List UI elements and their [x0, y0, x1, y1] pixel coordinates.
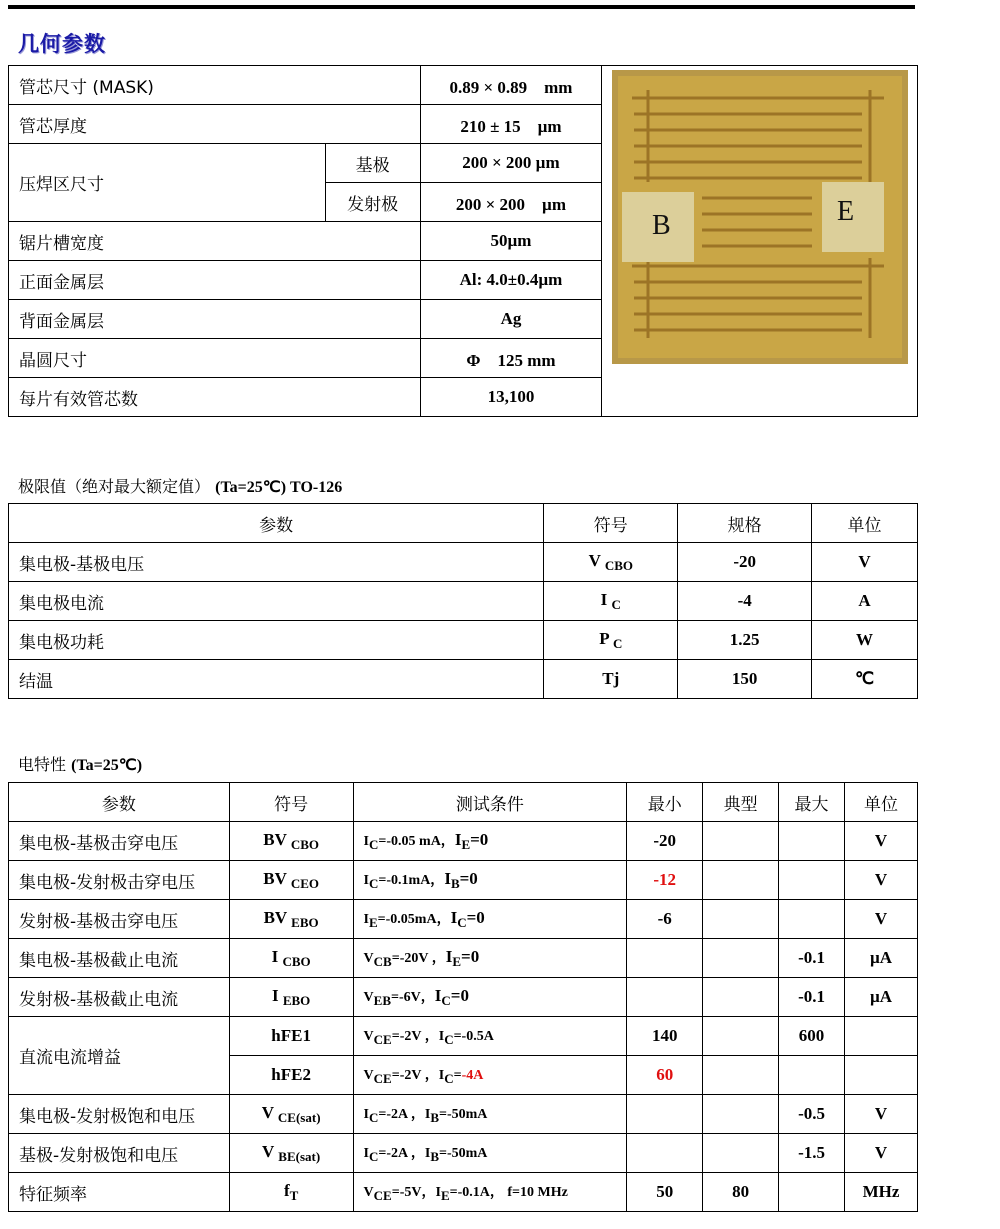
- param: 特征频率: [9, 1173, 230, 1212]
- cond-sub: E: [452, 953, 462, 969]
- header-param: 参数: [9, 783, 230, 822]
- typ-value: [703, 978, 779, 1017]
- unit: MHz: [845, 1173, 918, 1212]
- cond-var: V: [363, 950, 374, 966]
- die-photo: [612, 70, 908, 364]
- cond-sub: C: [369, 1109, 379, 1125]
- max-value: [779, 1173, 845, 1212]
- cond-value: =0: [459, 868, 478, 888]
- min-value: [627, 978, 703, 1017]
- cond-sub: C: [369, 875, 379, 891]
- cond-var: I: [450, 907, 458, 927]
- symbol-sub: BE(sat): [278, 1148, 321, 1164]
- pad-emitter-value: 200 × 200 µm: [420, 183, 602, 222]
- cond-sub: B: [430, 1109, 439, 1125]
- cond-var: I: [363, 1145, 369, 1161]
- cond-value: =0: [450, 985, 469, 1005]
- cond-value: =-2V ，: [391, 1028, 439, 1044]
- symbol-sub: CE(sat): [277, 1109, 321, 1125]
- symbol: [229, 978, 353, 1017]
- max-value: -1.5: [779, 1134, 845, 1173]
- symbol-sub: EBO: [291, 914, 319, 930]
- symbol-main: V: [261, 1102, 274, 1122]
- symbol-sub: CBO: [290, 836, 319, 852]
- cond-value: =-50mA: [439, 1106, 488, 1122]
- symbol-sub: T: [289, 1187, 299, 1203]
- cond-value: =-5V，: [391, 1184, 436, 1200]
- cond-sub: CE: [373, 1070, 392, 1086]
- min-value: 140: [627, 1017, 703, 1056]
- table-row: [9, 621, 918, 660]
- limit-spec: 150: [678, 660, 812, 699]
- param: 集电极-发射极饱和电压: [9, 1095, 230, 1134]
- limits-title-en: (Ta=25℃) TO-126: [215, 479, 343, 496]
- unit: V: [845, 1134, 918, 1173]
- test-condition: [353, 1173, 627, 1212]
- cond-var: I: [363, 833, 369, 849]
- test-condition: [353, 1095, 627, 1134]
- limit-param: 集电极-基极电压: [9, 543, 544, 582]
- typ-value: [703, 861, 779, 900]
- limit-unit: ℃: [812, 660, 918, 699]
- min-value: [627, 1095, 703, 1134]
- limit-param: 集电极功耗: [9, 621, 544, 660]
- pad-emitter-label: 发射极: [325, 183, 420, 222]
- symbol-main: BV: [263, 868, 287, 888]
- table-header-row: [9, 783, 918, 822]
- cond-value: =0: [466, 907, 485, 927]
- chip-size-value: 0.89 × 0.89 mm: [420, 66, 602, 105]
- unit: V: [845, 822, 918, 861]
- symbol-sub: CEO: [290, 875, 319, 891]
- limit-symbol: [544, 582, 678, 621]
- test-condition: [353, 900, 627, 939]
- param: 直流电流增益: [9, 1017, 230, 1095]
- min-value: -20: [627, 822, 703, 861]
- cond-var: I: [435, 1184, 441, 1200]
- min-value: 60: [627, 1056, 703, 1095]
- cond-var: I: [438, 1028, 445, 1044]
- electrical-title-cn: 电特性: [18, 755, 67, 774]
- cond-value: =-0.1mA，: [378, 872, 445, 888]
- test-condition: [353, 1134, 627, 1173]
- header-symbol: 符号: [544, 504, 678, 543]
- test-condition: [353, 822, 627, 861]
- limit-symbol: Tj: [544, 660, 678, 699]
- typ-value: [703, 1056, 779, 1095]
- cond-sub: EB: [373, 992, 392, 1008]
- chip-size-label: 管芯尺寸 (MASK): [9, 66, 421, 105]
- table-header-row: [9, 504, 918, 543]
- chip-thickness-label: 管芯厚度: [9, 105, 421, 144]
- limit-param: 结温: [9, 660, 544, 699]
- typ-value: 80: [703, 1173, 779, 1212]
- table-row: [9, 822, 918, 861]
- die-count-label: 每片有效管芯数: [9, 378, 421, 417]
- symbol-main: I: [271, 946, 279, 966]
- symbol-main: P: [599, 628, 609, 648]
- cond-var: I: [363, 872, 369, 888]
- cond-value: =-0.05 mA，: [378, 833, 455, 849]
- typ-value: [703, 1095, 779, 1134]
- symbol-main: f: [283, 1180, 290, 1200]
- table-row: [9, 1134, 918, 1173]
- header-condition: 测试条件: [353, 783, 627, 822]
- cond-var: I: [434, 985, 442, 1005]
- symbol: [229, 939, 353, 978]
- cond-sub: B: [450, 875, 460, 891]
- cond-value: =-0.5A: [453, 1028, 494, 1044]
- limit-spec: -20: [678, 543, 812, 582]
- back-metal-label: 背面金属层: [9, 300, 421, 339]
- cond-sub: CE: [373, 1187, 392, 1203]
- emitter-pad-label: E: [837, 196, 855, 227]
- cond-sub: E: [369, 914, 378, 930]
- symbol-main: V: [262, 1141, 275, 1161]
- table-row: [9, 861, 918, 900]
- cond-sub: E: [461, 836, 471, 852]
- table-row: [9, 900, 918, 939]
- symbol: [229, 1134, 353, 1173]
- min-value: -12: [627, 861, 703, 900]
- cond-var: V: [363, 1067, 374, 1083]
- unit: µA: [845, 978, 918, 1017]
- cond-value: =-20V ，: [391, 950, 446, 966]
- param: 发射极-基极击穿电压: [9, 900, 230, 939]
- header-min: 最小: [627, 783, 703, 822]
- header-typ: 典型: [703, 783, 779, 822]
- cond-sub: CE: [373, 1031, 392, 1047]
- cond-var: I: [454, 829, 462, 849]
- limit-unit: W: [812, 621, 918, 660]
- unit: [845, 1056, 918, 1095]
- limit-spec: -4: [678, 582, 812, 621]
- symbol-sub: C: [611, 596, 621, 612]
- pad-base-label: 基极: [325, 144, 420, 183]
- cond-value: =-2A ，: [378, 1145, 425, 1161]
- cond-sub: C: [369, 1148, 379, 1164]
- unit: [845, 1017, 918, 1056]
- front-metal-value: Al: 4.0±0.4µm: [420, 261, 602, 300]
- max-value: -0.1: [779, 939, 845, 978]
- geometry-title: 几何参数: [18, 32, 106, 56]
- table-row: [9, 660, 918, 699]
- cond-sub: CB: [373, 953, 392, 969]
- header-spec: 规格: [678, 504, 812, 543]
- param: 发射极-基极截止电流: [9, 978, 230, 1017]
- electrical-table: [8, 782, 918, 1212]
- test-condition: [353, 1056, 627, 1095]
- cond-sub: C: [441, 992, 451, 1008]
- cond-value: =-0.1A，: [449, 1184, 504, 1200]
- saw-width-value: 50µm: [420, 222, 602, 261]
- symbol-main: BV: [263, 829, 287, 849]
- die-count-value: 13,100: [420, 378, 602, 417]
- test-condition: [353, 1017, 627, 1056]
- cond-value: =: [453, 1067, 462, 1083]
- typ-value: [703, 822, 779, 861]
- table-row: [9, 543, 918, 582]
- cond-sub: C: [444, 1070, 454, 1086]
- symbol-sub: EBO: [282, 992, 311, 1008]
- cond-sub: C: [369, 836, 379, 852]
- symbol-sub: C: [612, 635, 623, 651]
- cond-sub: C: [457, 914, 467, 930]
- cond-var: V: [363, 989, 374, 1005]
- table-row: [9, 582, 918, 621]
- cond-value: =0: [470, 829, 489, 849]
- pad-size-label: 压焊区尺寸: [9, 144, 326, 222]
- cond-var: I: [363, 911, 369, 927]
- header-max: 最大: [779, 783, 845, 822]
- chip-thickness-value: 210 ± 15 µm: [420, 105, 602, 144]
- electrical-title-en: (Ta=25℃): [71, 757, 143, 774]
- cond-value: =-50mA: [439, 1145, 488, 1161]
- limit-spec: 1.25: [678, 621, 812, 660]
- cond-var: V: [363, 1028, 374, 1044]
- min-value: [627, 939, 703, 978]
- symbol-main: BV: [263, 907, 287, 927]
- param: 集电极-基极截止电流: [9, 939, 230, 978]
- symbol-main: I: [271, 985, 279, 1005]
- max-value: [779, 861, 845, 900]
- cond-var: I: [444, 868, 451, 888]
- cond-var: I: [363, 1106, 369, 1122]
- cond-value: =-2A ，: [378, 1106, 425, 1122]
- table-row: [9, 1017, 918, 1056]
- limit-unit: A: [812, 582, 918, 621]
- limit-symbol: [544, 621, 678, 660]
- symbol-main: V: [588, 550, 601, 570]
- param: 集电极-发射极击穿电压: [9, 861, 230, 900]
- back-metal-value: Ag: [420, 300, 602, 339]
- symbol: [229, 1173, 353, 1212]
- unit: V: [845, 861, 918, 900]
- typ-value: [703, 900, 779, 939]
- symbol-sub: CBO: [604, 557, 633, 573]
- wafer-size-label: 晶圆尺寸: [9, 339, 421, 378]
- max-value: [779, 1056, 845, 1095]
- saw-width-label: 锯片槽宽度: [9, 222, 421, 261]
- typ-value: [703, 1134, 779, 1173]
- symbol: [229, 861, 353, 900]
- limit-symbol: [544, 543, 678, 582]
- symbol: hFE2: [229, 1056, 353, 1095]
- param: 集电极-基极击穿电压: [9, 822, 230, 861]
- symbol-main: I: [600, 589, 608, 609]
- front-metal-label: 正面金属层: [9, 261, 421, 300]
- symbol-sub: CBO: [282, 953, 311, 969]
- symbol: [229, 900, 353, 939]
- cond-var: I: [424, 1145, 431, 1161]
- test-condition: [353, 978, 627, 1017]
- cond-var: I: [438, 1067, 445, 1083]
- cond-var: V: [363, 1184, 374, 1200]
- cond-value-highlight: -4A: [461, 1067, 484, 1083]
- header-unit: 单位: [812, 504, 918, 543]
- unit: µA: [845, 939, 918, 978]
- symbol: [229, 1095, 353, 1134]
- electrical-heading: [18, 752, 142, 775]
- header-unit: 单位: [845, 783, 918, 822]
- header-symbol: 符号: [229, 783, 353, 822]
- limits-table: [8, 503, 918, 699]
- top-rule: [8, 5, 915, 9]
- limit-param: 集电极电流: [9, 582, 544, 621]
- limits-title-cn: 极限值（绝对最大额定值）: [18, 477, 211, 496]
- wafer-size-value: Φ 125 mm: [420, 339, 602, 378]
- cond-sub: C: [444, 1031, 454, 1047]
- max-value: -0.5: [779, 1095, 845, 1134]
- param: 基极-发射极饱和电压: [9, 1134, 230, 1173]
- typ-value: [703, 939, 779, 978]
- cond-var: I: [445, 946, 453, 966]
- cond-var: I: [424, 1106, 431, 1122]
- cond-value: =-6V，: [391, 989, 435, 1005]
- symbol: [229, 822, 353, 861]
- cond-value: =0: [461, 946, 480, 966]
- symbol: hFE1: [229, 1017, 353, 1056]
- min-value: 50: [627, 1173, 703, 1212]
- test-condition: [353, 861, 627, 900]
- cond-sub: B: [430, 1148, 439, 1164]
- unit: V: [845, 900, 918, 939]
- min-value: [627, 1134, 703, 1173]
- table-row: [9, 1173, 918, 1212]
- limits-heading: [18, 474, 342, 497]
- cond-sub: E: [440, 1187, 450, 1203]
- pad-base-value: 200 × 200 µm: [420, 144, 602, 183]
- base-pad-label: B: [652, 210, 671, 241]
- max-value: -0.1: [779, 978, 845, 1017]
- table-row: [9, 939, 918, 978]
- max-value: 600: [779, 1017, 845, 1056]
- unit: V: [845, 1095, 918, 1134]
- cond-value: =-0.05mA，: [377, 911, 451, 927]
- table-row: [9, 1095, 918, 1134]
- test-condition: [353, 939, 627, 978]
- cond-value: =-2V ，: [391, 1067, 439, 1083]
- header-param: 参数: [9, 504, 544, 543]
- max-value: [779, 900, 845, 939]
- typ-value: [703, 1017, 779, 1056]
- cond-frequency: f=10 MHz: [507, 1184, 568, 1200]
- min-value: -6: [627, 900, 703, 939]
- table-row: [9, 978, 918, 1017]
- max-value: [779, 822, 845, 861]
- limit-unit: V: [812, 543, 918, 582]
